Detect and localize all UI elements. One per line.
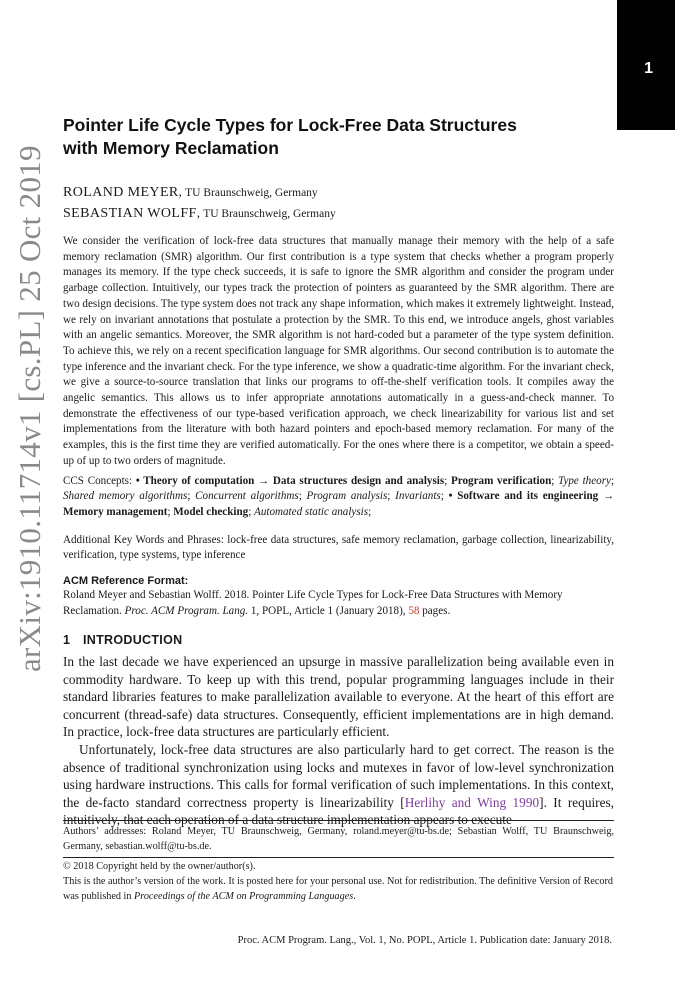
abstract: We consider the verification of lock-free data structures that manually manage their memory with the help of a safe memory reclamation (SMR) algorithm. Our first contribution is a type system that checks whether a program properly manages its memory. If the type check succeeds, it is safe to ignore the SMR algorithm and consider the program under garbage collection. Intuitively, our types track the protection of pointers as guaranteed by the SMR algorithm. There are two design decisions. The type system does not track any shape information, which makes it extremely lightweight. Instead, we rely on invariant annotations that postulate a protection by the SMR. To this end, we introduce angels, ghost variables with an angelic semantics. Moreover, the SMR algorithm is not hard-coded but a parameter of the type system definition. To achieve this, we rely on a recent specification language for SMR algorithms. Our second contribution is to automate the type inference and the invariant check. For the type inference, we show a quadratic-time algorithm. For the invariant check, we give a source-to-source translation that links our programs to off-the-shelf verification tools. It compiles away the angelic semantics. This allows us to infer appropriate annotations automatically in a guess-and-check manner. To demonstrate the effectiveness of our type-based verification approach, we check linearizability for various list and set implementations from the literature with both hazard pointers and epoch-based memory reclamation. For many of the examples, this is the first time they are verified automatically. For the ones where there is a competitor, we obtain a speed-up of up to two orders of magnitude. bbox=[63, 235, 614, 467]
title-line-1: Pointer Life Cycle Types for Lock-Free Data Structures bbox=[63, 115, 517, 135]
copyright-block bbox=[63, 859, 614, 904]
author-affiliation: TU Braunschweig, Germany bbox=[185, 187, 318, 199]
title-line-2: with Memory Reclamation bbox=[63, 138, 279, 158]
page-number: 1 bbox=[644, 60, 653, 77]
paper-content bbox=[63, 114, 614, 829]
intro-paragraph: In the last decade we have experienced an upsurge in massive parallelization being available even in commodity hardware. To keep up with this trend, popular programming languages include in their standard libraries features to make parallelization available to everyone. At the heart of this effort are concurrent (thread-safe) data structures. Consequently, efficient implementations are in high demand. In practice, lock-free data structures are particularly efficient. bbox=[63, 654, 614, 740]
acm-reference: Roland Meyer and Sebastian Wolff. 2018. Pointer Life Cycle Types for Lock-Free Data Structures with Memory Reclamation. Proc. ACM Program. Lang. 1, POPL, Article 1 (January 2018), 58 pages. bbox=[63, 589, 563, 617]
intro-paragraph: Unfortunately, lock-free data structures are also particularly hard to get correct. The reason is the absence of traditional synchronization using locks and mutexes in favor of low-level synchronization using hardware instructions. This calls for formal verification of such implementations. In this context, the de-facto standard correctness property is linearizability [Herlihy and Wing 1990]. It requires, intuitively, that each operation of a data structure implementation appears to execute bbox=[63, 742, 614, 828]
copyright-divider bbox=[63, 857, 614, 858]
ccs-concepts: CCS Concepts: • Theory of computation → Data structures design and analysis; Program verification; Type theory; Shared memory algorithms; Concurrent algorithms; Program analysis; Invariants; • Software and its engineering → Memory management; Model checking; Automated static analysis; bbox=[63, 474, 615, 518]
introduction-body bbox=[63, 653, 614, 829]
copyright-line: © 2018 Copyright held by the owner/author(s). bbox=[63, 861, 256, 872]
author-entry: ROLAND MEYER, TU Braunschweig, Germany bbox=[63, 184, 318, 200]
arxiv-stamp: arXiv:1910.11714v1 [cs.PL] 25 Oct 2019 bbox=[12, 145, 47, 672]
section-number: 1 bbox=[63, 633, 71, 648]
authors-addresses: Authors’ addresses: Roland Meyer, TU Braunschweig, Germany, roland.meyer@tu-bs.de; Sebastian Wolff, TU Braunschweig, Germany, sebastian.wolff@tu-bs.de. bbox=[63, 826, 614, 852]
author-list bbox=[63, 182, 614, 224]
author-entry: SEBASTIAN WOLFF, TU Braunschweig, Germany bbox=[63, 205, 336, 221]
page-number-tab bbox=[617, 0, 675, 130]
section-title: INTRODUCTION bbox=[83, 633, 183, 648]
author-name: ROLAND MEYER bbox=[63, 185, 179, 200]
author-affiliation: TU Braunschweig, Germany bbox=[203, 208, 336, 220]
page-count-link[interactable]: 58 bbox=[408, 604, 420, 617]
acm-reference-heading: ACM Reference Format: bbox=[63, 575, 189, 588]
keywords: Additional Key Words and Phrases: lock-free data structures, safe memory reclamation, garbage collection, linearizability, verification, type systems, type inference bbox=[63, 533, 614, 562]
citation-link[interactable]: Herlihy and Wing 1990 bbox=[404, 794, 540, 810]
version-notice: This is the author’s version of the work. It is posted here for your personal use. Not for redistribution. The definitive Version of Record was published in Proceedings of the ACM on Programming Languages. bbox=[63, 876, 614, 902]
running-footer: Proc. ACM Program. Lang., Vol. 1, No. POPL, Article 1. Publication date: January 2018. bbox=[237, 935, 612, 946]
paper-title bbox=[63, 114, 614, 160]
author-name: SEBASTIAN WOLFF bbox=[63, 206, 197, 221]
footnote-divider bbox=[63, 820, 614, 821]
section-heading bbox=[63, 632, 614, 649]
